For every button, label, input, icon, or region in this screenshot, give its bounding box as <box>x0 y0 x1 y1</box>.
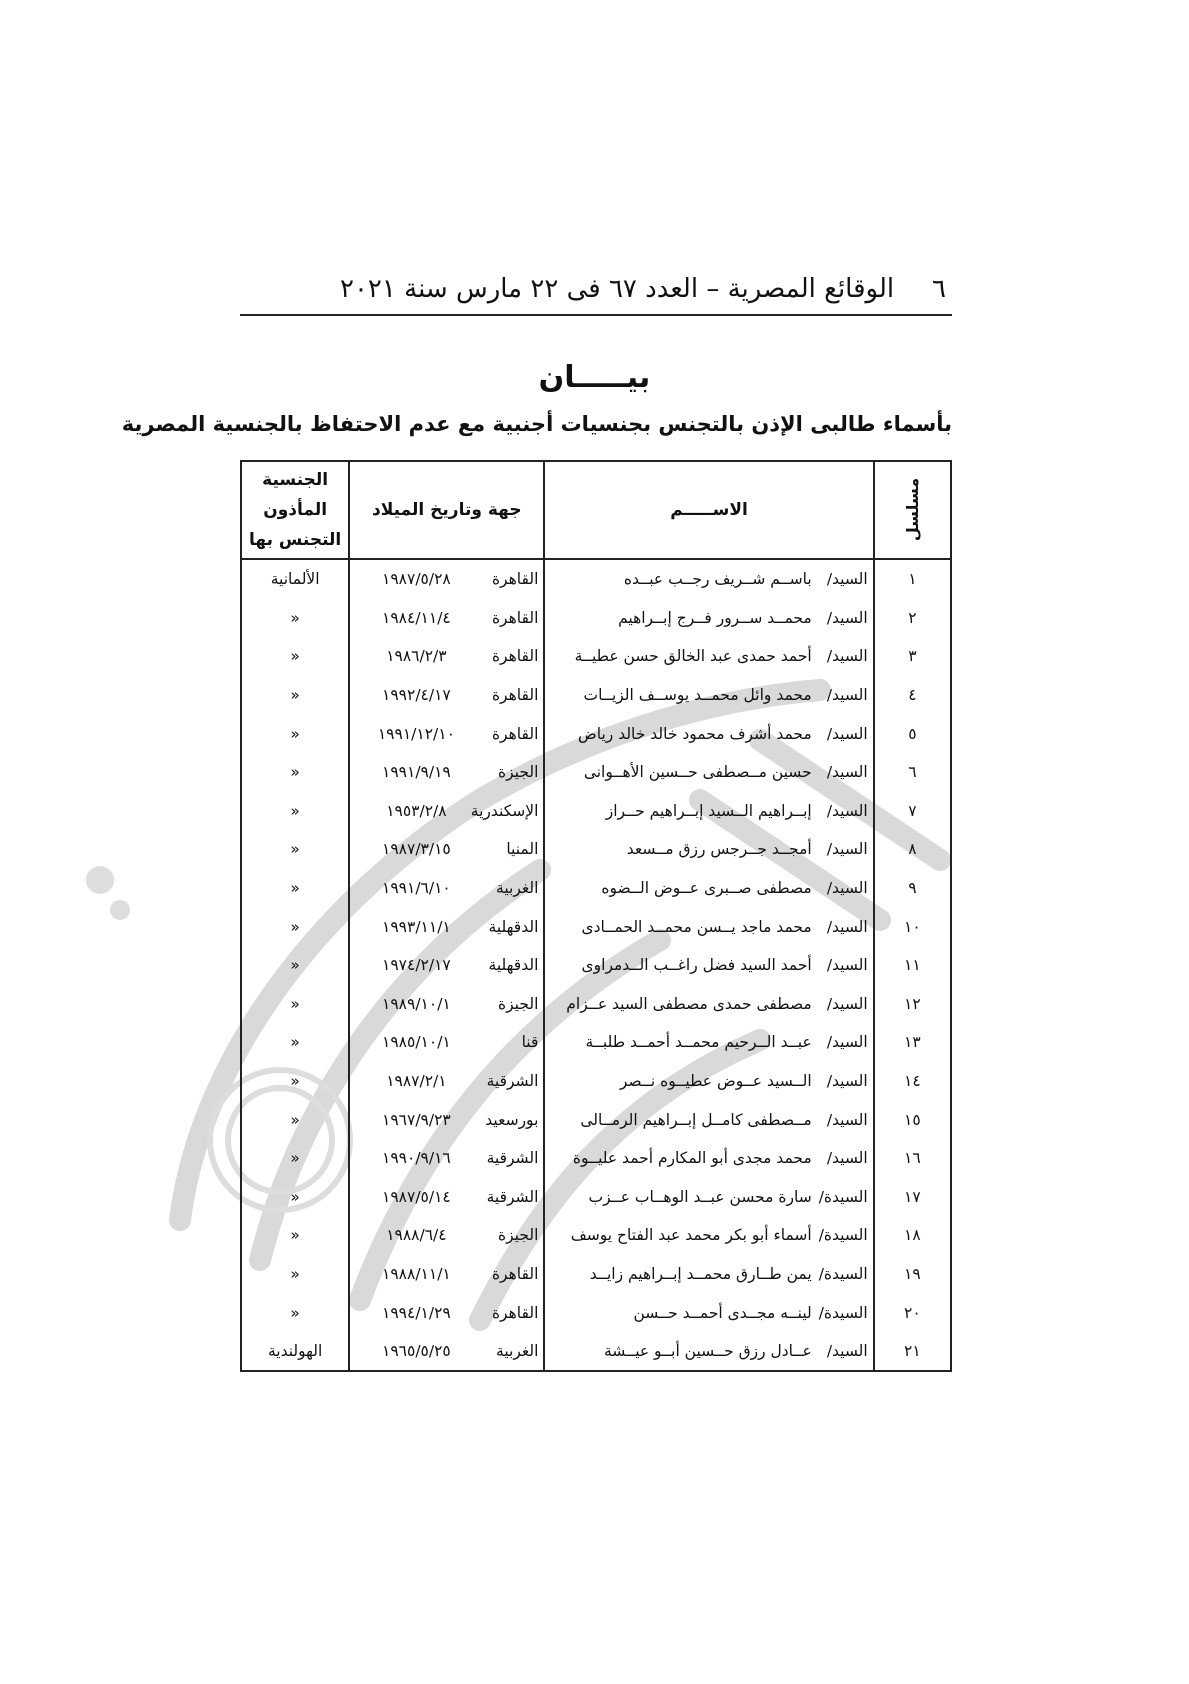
name-cell <box>544 599 873 638</box>
birthplace-date-cell <box>349 714 544 753</box>
table-row <box>241 830 951 869</box>
birth-date: ١٩٨٦/٢/٣ <box>386 647 447 666</box>
person-name: أحمد حمدى عبد الخالق حسن عطيــة <box>574 647 812 666</box>
honorific: السيدة/ <box>818 1226 868 1245</box>
birthplace: الشرقية <box>486 1149 539 1168</box>
birthplace-date-cell <box>349 1255 544 1294</box>
nationality-column-header <box>241 461 349 559</box>
birth-date: ١٩٧٤/٢/١٧ <box>382 956 451 975</box>
table-row <box>241 1216 951 1255</box>
table-row <box>241 753 951 792</box>
table-row <box>241 1139 951 1178</box>
honorific: السيدة/ <box>818 1187 868 1206</box>
name-cell <box>544 1062 873 1101</box>
birth-date: ١٩٨٧/٢/١ <box>386 1072 447 1091</box>
nationality-cell: « <box>241 676 349 715</box>
table-row <box>241 869 951 908</box>
serial-column-header: مسلسل <box>874 461 951 559</box>
person-name: الــسيد عــوض عطيــوه نــصر <box>619 1072 812 1091</box>
nationality-cell: « <box>241 753 349 792</box>
nationality-cell: « <box>241 830 349 869</box>
page-header <box>240 270 952 316</box>
serial-cell: ١١ <box>874 946 951 985</box>
name-cell <box>544 1293 873 1332</box>
birthplace-date-cell <box>349 907 544 946</box>
name-cell <box>544 1332 873 1372</box>
birth-date: ١٩٨٧/٥/١٤ <box>382 1187 451 1206</box>
honorific: السيد/ <box>826 763 868 782</box>
serial-cell: ٧ <box>874 792 951 831</box>
serial-cell: ٨ <box>874 830 951 869</box>
birthplace-date-cell <box>349 1139 544 1178</box>
birthplace-date-cell <box>349 599 544 638</box>
honorific: السيد/ <box>826 1072 868 1091</box>
honorific: السيد/ <box>826 1033 868 1052</box>
name-cell <box>544 985 873 1024</box>
person-name: أسماء أبو بكر محمد عبد الفتاح يوسف <box>570 1226 812 1245</box>
birthplace: المنيا <box>506 840 539 859</box>
birth-date: ١٩٦٧/٩/٢٣ <box>382 1110 451 1129</box>
birthplace-date-cell <box>349 1216 544 1255</box>
name-cell <box>544 907 873 946</box>
serial-cell: ١٨ <box>874 1216 951 1255</box>
name-cell <box>544 830 873 869</box>
nationality-cell: « <box>241 1023 349 1062</box>
birthplace: القاهرة <box>491 686 539 705</box>
serial-cell: ٢٠ <box>874 1293 951 1332</box>
birthplace-date-cell <box>349 985 544 1024</box>
person-name: أمجــد جــرجس رزق مــسعد <box>626 840 812 859</box>
birthplace-date-column-header: جهة وتاريخ الميلاد <box>349 461 544 559</box>
person-name: عــادل رزق حــسين أبــو عيــشة <box>603 1342 812 1361</box>
table-row <box>241 907 951 946</box>
birthplace: الدقهلية <box>488 956 539 975</box>
serial-cell: ٩ <box>874 869 951 908</box>
birthplace-date-cell <box>349 559 544 599</box>
name-cell <box>544 1178 873 1217</box>
name-cell <box>544 869 873 908</box>
birthplace-date-cell <box>349 1178 544 1217</box>
birth-date: ١٩٨٥/١٠/١ <box>382 1033 451 1052</box>
name-cell <box>544 637 873 676</box>
birth-date: ١٩٩٠/٩/١٦ <box>382 1149 451 1168</box>
document-title: بيـــــان <box>538 360 651 395</box>
serial-cell: ١٧ <box>874 1178 951 1217</box>
name-cell <box>544 946 873 985</box>
name-cell <box>544 676 873 715</box>
nationality-cell: « <box>241 1062 349 1101</box>
nationality-cell: الألمانية <box>241 559 349 599</box>
nationality-cell: الهولندية <box>241 1332 349 1372</box>
name-cell <box>544 1139 873 1178</box>
honorific: السيد/ <box>826 840 868 859</box>
serial-cell: ٦ <box>874 753 951 792</box>
birth-date: ١٩٦٥/٥/٢٥ <box>382 1342 451 1361</box>
birth-date: ١٩٩٣/١١/١ <box>382 917 451 936</box>
person-name: يمن طــارق محمــد إبــراهيم زايــد <box>589 1264 812 1283</box>
gazette-issue-line: الوقائع المصرية – العدد ٦٧ فى ٢٢ مارس سنة ٢٠٢١ <box>340 274 895 304</box>
serial-cell: ١٤ <box>874 1062 951 1101</box>
birth-date: ١٩٨٤/١١/٤ <box>382 608 451 627</box>
birthplace: القاهرة <box>491 1303 539 1322</box>
table-row <box>241 599 951 638</box>
name-cell <box>544 1023 873 1062</box>
table-row <box>241 1332 951 1372</box>
person-name: محمد وائل محمــد يوســف الزيــات <box>583 686 812 705</box>
table-row <box>241 714 951 753</box>
table-row <box>241 1023 951 1062</box>
birthplace: الجيزة <box>498 1226 539 1245</box>
name-cell <box>544 753 873 792</box>
birth-date: ١٩٨٧/٣/١٥ <box>382 840 451 859</box>
birth-date: ١٩٨٨/١١/١ <box>382 1264 451 1283</box>
document-subtitle: بأسماء طالبى الإذن بالتجنس بجنسيات أجنبية مع عدم الاحتفاظ بالجنسية المصرية <box>121 412 952 436</box>
table-row <box>241 1178 951 1217</box>
honorific: السيد/ <box>826 801 868 820</box>
birthplace: الغربية <box>496 879 539 898</box>
birthplace-date-cell <box>349 753 544 792</box>
serial-cell: ١٥ <box>874 1100 951 1139</box>
table-row <box>241 1255 951 1294</box>
name-cell <box>544 1216 873 1255</box>
table-row <box>241 792 951 831</box>
birthplace-date-cell <box>349 946 544 985</box>
table-row <box>241 559 951 599</box>
birthplace-date-cell <box>349 1062 544 1101</box>
nationality-cell: « <box>241 1255 349 1294</box>
name-column-header: الاســـــم <box>544 461 873 559</box>
table-row <box>241 676 951 715</box>
serial-cell: ١ <box>874 559 951 599</box>
person-name: محمد أشرف محمود خالد خالد رياض <box>578 724 812 743</box>
page-number: ٦ <box>932 274 946 304</box>
nationality-cell: « <box>241 1100 349 1139</box>
name-cell <box>544 1100 873 1139</box>
serial-cell: ٤ <box>874 676 951 715</box>
person-name: مصطفى صــبرى عــوض الــضوه <box>601 879 812 898</box>
person-name: مصطفى حمدى مصطفى السيد عــزام <box>566 994 812 1013</box>
table-row <box>241 637 951 676</box>
nationality-cell: « <box>241 869 349 908</box>
nationality-cell: « <box>241 714 349 753</box>
birthplace-date-cell <box>349 869 544 908</box>
birth-date: ١٩٨٨/٦/٤ <box>386 1226 447 1245</box>
honorific: السيد/ <box>826 570 868 589</box>
person-name: محمد مجدى أبو المكارم أحمد عليــوة <box>572 1149 812 1168</box>
honorific: السيد/ <box>826 994 868 1013</box>
serial-cell: ٢ <box>874 599 951 638</box>
birth-date: ١٩٨٩/١٠/١ <box>382 994 451 1013</box>
person-name: إبــراهيم الــسيد إبــراهيم حــراز <box>605 801 812 820</box>
birthplace: القاهرة <box>491 608 539 627</box>
table-row <box>241 1293 951 1332</box>
birthplace: الإسكندرية <box>470 801 539 820</box>
birth-date: ١٩٩١/٩/١٩ <box>382 763 451 782</box>
table-row <box>241 1100 951 1139</box>
person-name: محمد ماجد يــسن محمــد الحمــادى <box>581 917 812 936</box>
honorific: السيد/ <box>826 1342 868 1361</box>
person-name: لينــه مجــدى أحمــد حــسن <box>633 1303 812 1322</box>
nationality-header-line-2: التجنس بها <box>248 530 342 550</box>
birthplace-date-cell <box>349 1293 544 1332</box>
birthplace: الجيزة <box>498 763 539 782</box>
nationality-cell: « <box>241 1139 349 1178</box>
honorific: السيد/ <box>826 647 868 666</box>
serial-cell: ١٦ <box>874 1139 951 1178</box>
name-cell <box>544 714 873 753</box>
serial-cell: ١٠ <box>874 907 951 946</box>
nationality-cell: « <box>241 1216 349 1255</box>
honorific: السيدة/ <box>818 1264 868 1283</box>
birthplace-date-cell <box>349 830 544 869</box>
birthplace: الشرقية <box>486 1187 539 1206</box>
nationality-cell: « <box>241 599 349 638</box>
table-row <box>241 946 951 985</box>
birthplace-date-cell <box>349 792 544 831</box>
honorific: السيد/ <box>826 724 868 743</box>
birthplace: الغربية <box>496 1342 539 1361</box>
nationality-cell: « <box>241 946 349 985</box>
birthplace: قنا <box>521 1033 539 1052</box>
person-name: محمــد ســرور فــرج إبــراهيم <box>618 608 812 627</box>
serial-cell: ٢١ <box>874 1332 951 1372</box>
birthplace: القاهرة <box>491 724 539 743</box>
birth-date: ١٩٩١/٦/١٠ <box>382 879 451 898</box>
table-header-row <box>241 461 951 559</box>
naturalization-table <box>240 460 952 1372</box>
honorific: السيد/ <box>826 686 868 705</box>
honorific: السيد/ <box>826 608 868 627</box>
nationality-cell: « <box>241 792 349 831</box>
birthplace-date-cell <box>349 1023 544 1062</box>
serial-cell: ١٢ <box>874 985 951 1024</box>
birthplace: القاهرة <box>491 647 539 666</box>
birthplace-date-cell <box>349 1100 544 1139</box>
nationality-cell: « <box>241 637 349 676</box>
honorific: السيد/ <box>826 917 868 936</box>
birthplace: الجيزة <box>498 994 539 1013</box>
serial-cell: ٥ <box>874 714 951 753</box>
person-name: عبــد الــرحيم محمــد أحمــد طلبــة <box>585 1033 812 1052</box>
nationality-cell: « <box>241 1293 349 1332</box>
name-cell <box>544 792 873 831</box>
honorific: السيد/ <box>826 879 868 898</box>
serial-cell: ١٩ <box>874 1255 951 1294</box>
table-row <box>241 1062 951 1101</box>
nationality-cell: « <box>241 1178 349 1217</box>
nationality-cell: « <box>241 985 349 1024</box>
birthplace-date-cell <box>349 1332 544 1372</box>
name-cell <box>544 559 873 599</box>
honorific: السيدة/ <box>818 1303 868 1322</box>
nationality-cell: « <box>241 907 349 946</box>
birthplace: بورسعيد <box>485 1110 539 1129</box>
birth-date: ١٩٩١/١٢/١٠ <box>377 724 455 743</box>
honorific: السيد/ <box>826 956 868 975</box>
birthplace: الشرقية <box>486 1072 539 1091</box>
birthplace-date-cell <box>349 676 544 715</box>
birthplace: القاهرة <box>491 570 539 589</box>
serial-cell: ٣ <box>874 637 951 676</box>
person-name: مــصطفى كامــل إبــراهيم الرمــالى <box>580 1110 812 1129</box>
table-row <box>241 985 951 1024</box>
honorific: السيد/ <box>826 1149 868 1168</box>
serial-cell: ١٣ <box>874 1023 951 1062</box>
honorific: السيد/ <box>826 1110 868 1129</box>
birth-date: ١٩٩٢/٤/١٧ <box>382 686 451 705</box>
person-name: سارة محسن عبــد الوهــاب عــزب <box>588 1187 812 1206</box>
birth-date: ١٩٩٤/١/٢٩ <box>382 1303 451 1322</box>
birthplace-date-cell <box>349 637 544 676</box>
birth-date: ١٩٨٧/٥/٢٨ <box>382 570 451 589</box>
person-name: حسين مــصطفى حــسين الأهــوانى <box>583 763 812 782</box>
birthplace: القاهرة <box>491 1264 539 1283</box>
nationality-header-line-1: الجنسية المأذون <box>262 470 329 520</box>
person-name: أحمد السيد فضل راغــب الــدمراوى <box>581 956 812 975</box>
person-name: باســم شــريف رجــب عبــده <box>623 570 812 589</box>
birth-date: ١٩٥٣/٢/٨ <box>386 801 447 820</box>
name-cell <box>544 1255 873 1294</box>
birthplace: الدقهلية <box>488 917 539 936</box>
